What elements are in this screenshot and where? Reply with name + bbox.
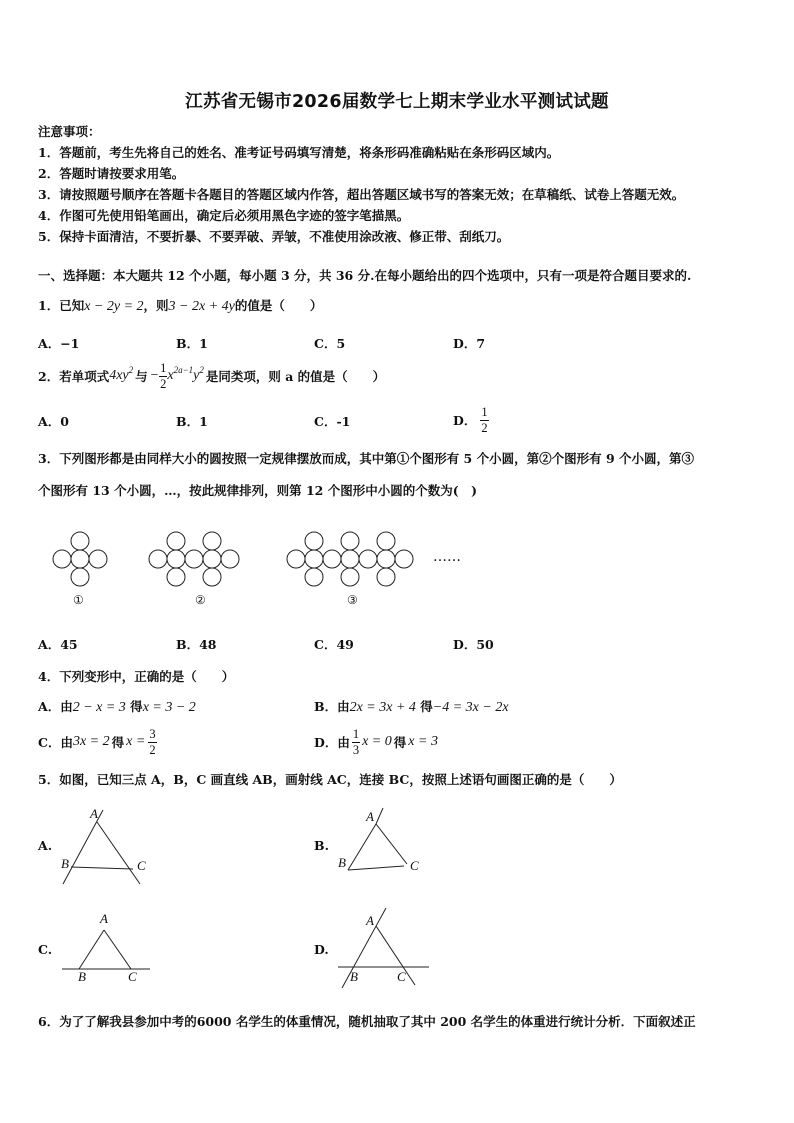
q2-option-a: A．0 <box>38 414 69 429</box>
question-4-stem: 4．下列变形中，正确的是（ ） <box>38 669 235 684</box>
q2-option-b: B．1 <box>176 414 208 429</box>
q2-suffix: 是同类项，则 a 的值是（ ） <box>205 369 386 384</box>
figure-label-3: ③ <box>347 593 358 607</box>
q5-option-a: A. <box>38 838 53 853</box>
q5-d-point-c: C <box>397 969 406 984</box>
q1-option-d: D．7 <box>453 336 486 351</box>
q5-a-point-b: B <box>61 856 69 871</box>
notice-item: 2．答题时请按要求用笔。 <box>38 166 185 181</box>
question-3-line-2: 个图形有 13 个小圆，…，按此规律排列，则第 12 个图形中小圆的个数为( ) <box>38 483 478 498</box>
q5-a-point-a: A <box>90 806 98 821</box>
question-6-line-1: 6．为了了解我县参加中考的6000 名学生的体重情况，随机抽取了其中 200 名学生的体重进行统计分析．下面叙述正 <box>38 1014 696 1029</box>
q4-option-b: B．由2x = 3x + 4 得−4 = 3x − 2x <box>314 699 509 715</box>
q5-a-point-c: C <box>137 858 146 873</box>
q5-d-point-b: B <box>350 969 358 984</box>
q4-option-c: C．由 3x = 2 得 x = $\frac{3}{2}$ <box>38 727 156 757</box>
q5-option-b: B. <box>314 838 329 853</box>
figure-label-2: ② <box>195 593 206 607</box>
q4-option-a: A．由2 − x = 3 得x = 3 − 2 <box>38 699 196 715</box>
q2-neg: − <box>149 368 160 383</box>
q5-figure-b <box>348 808 407 870</box>
q1-suffix: 的值是（ ） <box>234 298 323 313</box>
section-heading: 一、选择题：本大题共 12 个小题，每小题 3 分，共 36 分.在每小题给出的四个选项中，只有一项是符合题目要求的. <box>38 268 692 283</box>
q5-option-d: D. <box>314 942 329 957</box>
pattern-ellipsis: …… <box>433 549 461 565</box>
q5-b-point-a: A <box>366 809 374 824</box>
question-5-stem: 5．如图，已知三点 A，B，C 画直线 AB，画射线 AC，连接 BC，按照上述语句画图正确的是（ ） <box>38 772 622 787</box>
q5-c-point-b: B <box>78 969 86 984</box>
page-title: 江苏省无锡市2026届数学七上期末学业水平测试试题 <box>185 92 609 112</box>
q5-figure-c <box>62 930 150 969</box>
notice-heading: 注意事项： <box>38 124 101 139</box>
q2-prefix: 2．若单项式 <box>38 369 110 384</box>
q5-figure-a <box>63 810 140 884</box>
q4-option-d: D．由 $\frac{1}{3}$ x = 0 得 x = 3 <box>314 727 438 757</box>
q2-and: 与 <box>135 369 148 384</box>
q1-expr-given: x − 2y = 2 <box>84 299 144 314</box>
q5-b-point-c: C <box>410 858 419 873</box>
q1-option-a: A．−1 <box>38 336 80 351</box>
notice-item: 5．保持卡面清洁，不要折暴、不要弄破、弄皱，不准使用涂改液、修正带、刮纸刀。 <box>38 229 510 244</box>
q2-option-d: D． $\frac{1}{2}$ <box>453 405 488 435</box>
notice-item: 1．答题前，考生先将自己的姓名、准考证号码填写清楚，将条形码准确粘贴在条形码区域内。 <box>38 145 560 160</box>
q1-prefix: 1．已知 <box>38 298 85 313</box>
notice-item: 3．请按照题号顺序在答题卡各题目的答题区域内作答，超出答题区域书写的答案无效；在草稿纸、试卷上答题无效。 <box>38 187 685 202</box>
q3-option-d: D．50 <box>453 637 494 652</box>
q5-option-c: C. <box>38 942 53 957</box>
q2-monomial-1: $4xy^2$ <box>109 365 134 383</box>
q5-d-point-a: A <box>366 913 374 928</box>
q5-c-point-a: A <box>100 911 108 926</box>
figure-label-1: ① <box>73 593 84 607</box>
q3-option-b: B．48 <box>176 637 217 652</box>
q1-option-c: C．5 <box>314 336 346 351</box>
q2-option-c: C．-1 <box>314 414 351 429</box>
q3-option-a: A．45 <box>38 637 78 652</box>
q2-monomial-2: $x^{2a-1}y^2$ <box>167 365 204 383</box>
q5-c-point-c: C <box>128 969 137 984</box>
question-3-line-1: 3．下列图形都是由同样大小的圆按照一定规律摆放而成，其中第①个图形有 5 个小圆，第②个图形有 9 个小圆，第③ <box>38 451 695 466</box>
q5-b-point-b: B <box>338 855 346 870</box>
q2-fraction: $\frac{1}{2}$ <box>160 361 167 391</box>
q1-expr-target: 3 − 2x + 4y <box>168 299 235 314</box>
q1-option-b: B．1 <box>176 336 208 351</box>
notice-item: 4．作图可先使用铅笔画出，确定后必须用黑色字迹的签字笔描黑。 <box>38 208 410 223</box>
q1-mid: ，则 <box>143 298 169 313</box>
q3-option-c: C．49 <box>314 637 354 652</box>
